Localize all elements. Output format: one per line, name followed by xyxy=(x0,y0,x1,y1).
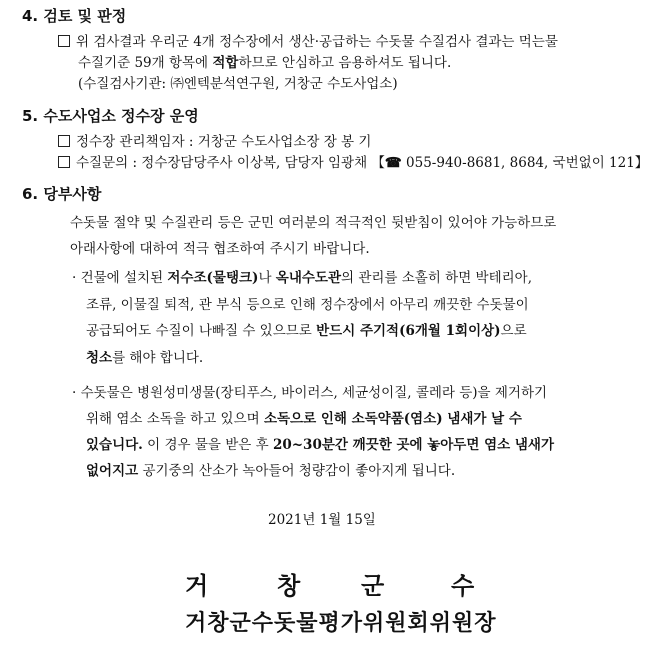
bullet-2-bold: 20~30분간 깨끗한 곳에 놓아두면 염소 냄새가 xyxy=(272,437,554,453)
bullet-1-text: 를 해야 합니다. xyxy=(112,350,204,366)
section-4-line-1 xyxy=(58,30,558,50)
signature-char: 군 xyxy=(361,571,385,600)
section-4-text-2c: 하므로 안심하고 음용하셔도 됩니다. xyxy=(238,55,452,71)
bullet-1-text: 의 관리를 소홀히 하면 박테리아, xyxy=(341,270,533,286)
bullet-2-text: 공기중의 산소가 녹아들어 청량감이 좋아지게 됩니다. xyxy=(138,463,456,479)
section-6-heading: 6. 당부사항 xyxy=(22,185,102,203)
section-5-text-1: 정수장 관리책임자 : 거창군 수도사업소장 장 봉 기 xyxy=(76,134,372,150)
section-5-text-2b: 055-940-8681, 8684, 국번없이 121】 xyxy=(401,155,649,171)
section-4-line-2 xyxy=(78,51,451,71)
signature-char: 거 xyxy=(185,571,209,600)
signature-char: 창 xyxy=(277,571,301,600)
organization-name: 거창군수돗물평가위원회위원장 xyxy=(185,610,497,636)
bullet-1-line-4 xyxy=(86,346,203,366)
section-5-item-1 xyxy=(58,130,371,150)
bullet-1-text: 공급되어도 수질이 나빠질 수 있으므로 xyxy=(86,323,317,339)
checkbox-icon xyxy=(58,156,70,168)
section-4-text-1: 위 검사결과 우리군 4개 정수장에서 생산·공급하는 수돗물 수질검사 결과는 먹는물 xyxy=(76,34,558,50)
section-6-intro-1: 수돗물 절약 및 수질관리 등은 군민 여러분의 적극적인 뒷받침이 있어야 가능하므로 xyxy=(70,215,557,231)
bullet-1-text: 나 xyxy=(258,270,276,286)
bullet-1-line-2: 조류, 이물질 퇴적, 관 부식 등으로 인해 정수장에서 아무리 깨끗한 수돗물이 xyxy=(86,297,529,313)
phone-icon: ☎ xyxy=(384,155,402,171)
section-4-line-3: (수질검사기관: ㈜엔텍분석연구원, 거창군 수도사업소) xyxy=(78,76,398,92)
section-6-intro-2: 아래사항에 대하여 적극 협조하여 주시기 바랍니다. xyxy=(70,241,370,257)
section-4-text-2a: 수질기준 59개 항목에 xyxy=(78,55,213,71)
section-4-text-2b: 적합 xyxy=(212,55,239,71)
section-4-heading: 4. 검토 및 판정 xyxy=(22,7,127,25)
signature-char: 수 xyxy=(451,571,475,600)
bullet-2-bold: 소독으로 인해 소독약품(염소) 냄새가 날 수 xyxy=(263,411,522,427)
bullet-2-line-4 xyxy=(86,459,455,479)
bullet-2-line-3 xyxy=(86,433,554,453)
bullet-1-bold: 반드시 주기적(6개월 1회이상) xyxy=(316,323,501,339)
bullet-1-bold: 옥내수도관 xyxy=(275,270,342,286)
bullet-1-text: · 건물에 설치된 xyxy=(72,270,168,286)
bullet-2-bold: 없어지고 xyxy=(86,463,139,479)
bullet-2-bold: 있습니다. xyxy=(86,437,143,453)
bullet-2-line-2 xyxy=(86,407,522,427)
bullet-2-text: 위해 염소 소독을 하고 있으며 xyxy=(86,411,264,427)
bullet-1-bold: 저수조(물탱크) xyxy=(167,270,259,286)
signature-title xyxy=(185,566,485,598)
bullet-2-line-1: · 수돗물은 병원성미생물(장티푸스, 바이러스, 세균성이질, 콜레라 등)을 제거하기 xyxy=(72,385,548,401)
section-5-text-2a: 수질문의 : 정수장담당주사 이상복, 담당자 임광채 【 xyxy=(76,155,385,171)
bullet-1-bold: 청소 xyxy=(86,350,113,366)
section-5-item-2 xyxy=(58,151,648,171)
document-date: 2021년 1월 15일 xyxy=(268,512,376,528)
bullet-1-text: 으로 xyxy=(500,323,527,339)
bullet-1-line-3 xyxy=(86,319,527,339)
checkbox-icon xyxy=(58,135,70,147)
section-5-heading: 5. 수도사업소 정수장 운영 xyxy=(22,107,199,125)
bullet-1-line-1 xyxy=(72,266,532,286)
checkbox-icon xyxy=(58,35,70,47)
bullet-2-text: 이 경우 물을 받은 후 xyxy=(142,437,273,453)
